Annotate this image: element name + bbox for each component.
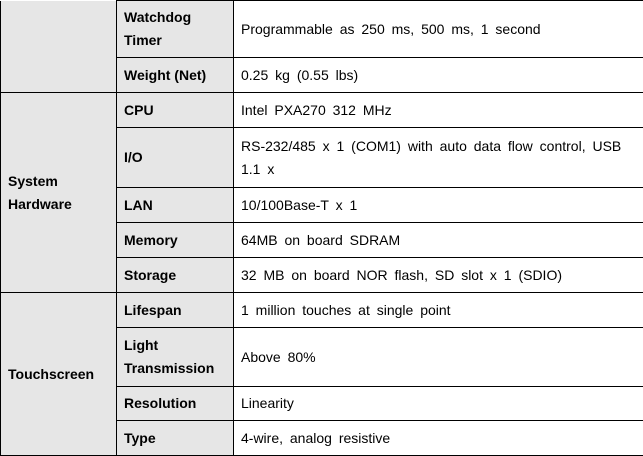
param-cell: Watchdog Timer bbox=[117, 1, 234, 58]
table-row bbox=[1, 1, 643, 58]
param-cell: CPU bbox=[117, 93, 234, 128]
value-cell: Above 80% bbox=[234, 328, 643, 387]
category-cell-touchscreen: Touchscreen bbox=[1, 293, 117, 456]
value-cell: 4-wire, analog resistive bbox=[234, 421, 643, 456]
table-row bbox=[1, 93, 643, 128]
value-cell: 10/100Base-T x 1 bbox=[234, 188, 643, 223]
value-cell: Intel PXA270 312 MHz bbox=[234, 93, 643, 128]
value-cell: Linearity bbox=[234, 387, 643, 421]
value-cell: 0.25 kg (0.55 lbs) bbox=[234, 58, 643, 93]
category-cell-blank bbox=[1, 1, 117, 93]
value-cell: RS-232/485 x 1 (COM1) with auto data flow control, USB 1.1 x bbox=[234, 128, 643, 188]
param-cell: Type bbox=[117, 421, 234, 456]
param-cell: Lifespan bbox=[117, 293, 234, 328]
value-cell: 1 million touches at single point bbox=[234, 293, 643, 328]
param-cell: Weight (Net) bbox=[117, 58, 234, 93]
param-cell: Memory bbox=[117, 223, 234, 258]
value-cell: Programmable as 250 ms, 500 ms, 1 second bbox=[234, 1, 643, 58]
value-cell: 64MB on board SDRAM bbox=[234, 223, 643, 258]
param-cell: Resolution bbox=[117, 387, 234, 421]
table-row bbox=[1, 293, 643, 328]
value-cell: 32 MB on board NOR flash, SD slot x 1 (SDIO) bbox=[234, 258, 643, 293]
param-cell: Storage bbox=[117, 258, 234, 293]
param-cell: I/O bbox=[117, 128, 234, 188]
param-cell: Light Transmission bbox=[117, 328, 234, 387]
param-cell: LAN bbox=[117, 188, 234, 223]
category-cell-system-hardware: System Hardware bbox=[1, 93, 117, 293]
